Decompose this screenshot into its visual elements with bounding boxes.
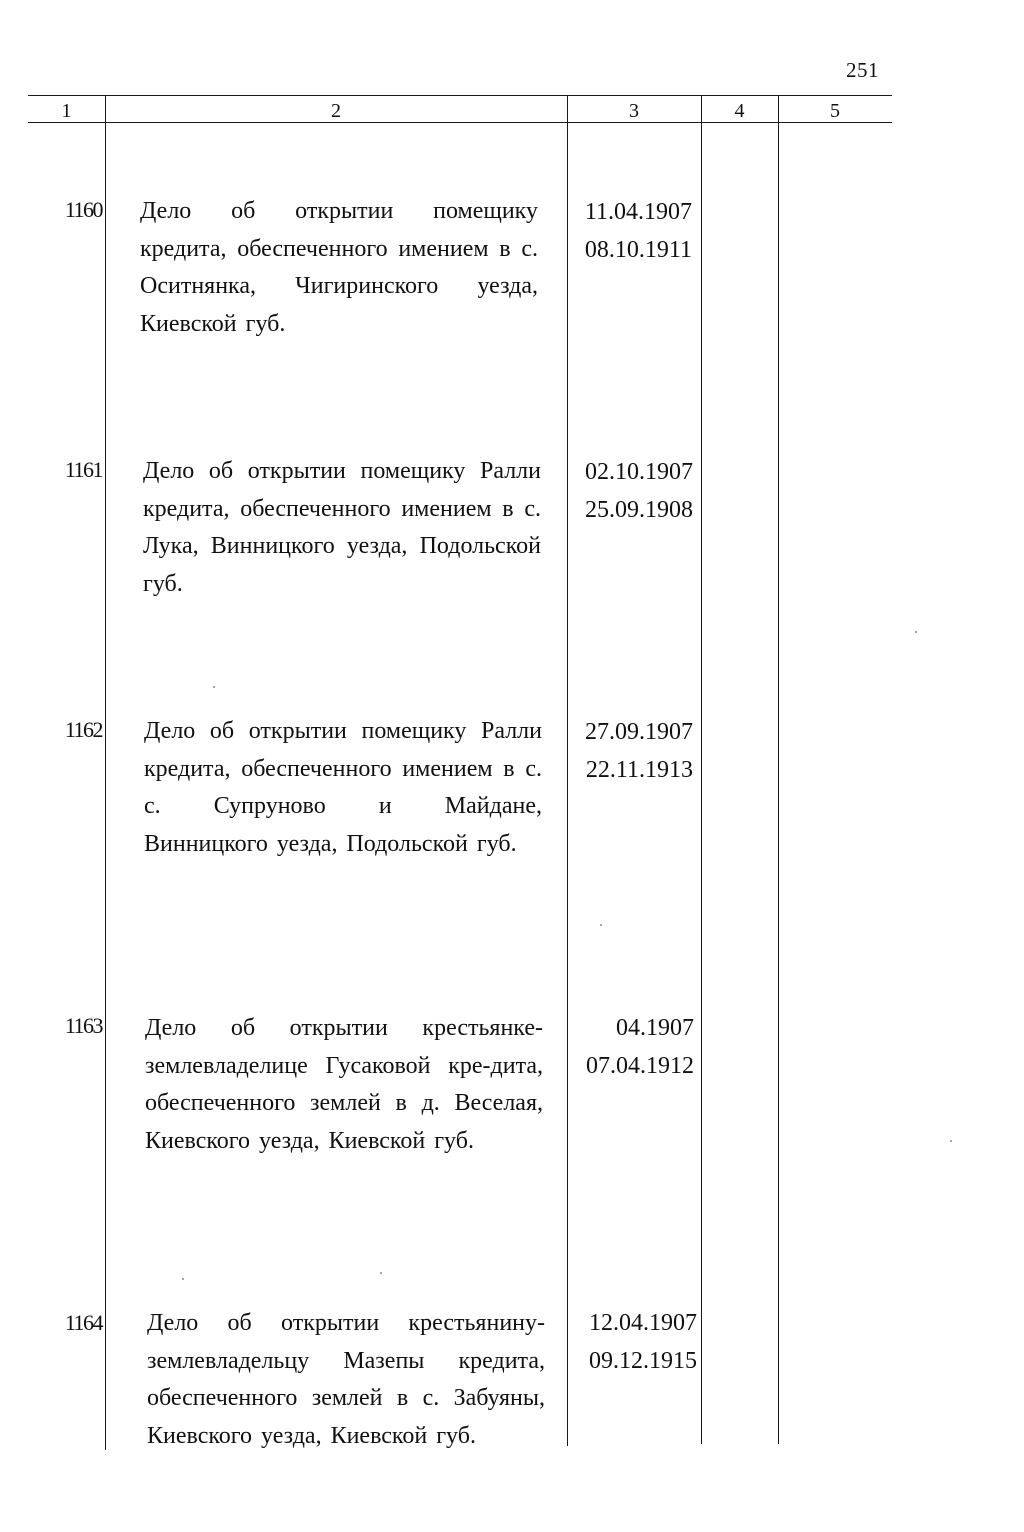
entry-description: Дело об открытии крестьянке-землевладелице Гусаковой кре-дита, обеспеченного землей в д. Веселая, Киевского уезда, Киевской губ. [145,1015,543,1154]
table-header-rule [28,122,892,123]
column-divider-1 [105,96,106,1450]
entry-dates [567,454,693,529]
entry-number: 1162 [64,717,102,742]
date-end: 08.10.1911 [584,236,692,263]
entry-description: Дело об открытии помещику Ралли кредита, обеспеченного имением в с. Лука, Винницкого уезда, Подольской губ. [143,458,541,597]
date-end: 07.04.1912 [586,1052,694,1079]
date-start: 27.09.1907 [585,719,693,745]
entry-dates [566,194,692,269]
scan-speck [213,686,215,688]
entry-description: Дело об открытии помещику кредита, обеспеченного имением в с. Оситнянка, Чигиринского уезда, Киевской губ. [140,198,538,337]
date-start: 02.10.1907 [585,459,693,485]
date-end: 25.09.1908 [585,496,693,523]
entry-dates [568,1010,694,1085]
table-top-rule [28,95,892,96]
scan-speck [600,924,602,926]
date-start: 04.1907 [616,1015,694,1041]
date-start: 11.04.1907 [584,199,692,225]
entry-number: 1163 [64,1013,102,1038]
column-divider-4 [778,96,779,1444]
column-header-3: 3 [629,100,639,122]
scan-speck [380,1272,382,1274]
entry-number: 1161 [64,457,102,482]
column-header-2: 2 [331,100,341,122]
column-header-5: 5 [830,100,840,122]
entry-dates [571,1305,697,1380]
column-header-4: 4 [734,100,745,122]
entry-dates [567,714,693,789]
scan-speck [915,631,917,633]
date-end: 22.11.1913 [585,756,693,783]
entry-description: Дело об открытии помещику Ралли кредита, обеспеченного имением в с. с. Супруново и Майдане, Винницкого уезда, Подольской губ. [144,718,542,857]
scan-speck [950,1140,952,1142]
date-start: 12.04.1907 [589,1310,697,1336]
entry-description: Дело об открытии крестьянину-землевладельцу Мазепы кредита, обеспеченного землей в с. Забуяны, Киевского уезда, Киевской губ. [147,1310,545,1449]
entry-number: 1160 [64,197,102,222]
scan-speck [182,1278,184,1280]
column-header-1: 1 [61,100,72,122]
entry-number: 1164 [64,1310,102,1335]
column-divider-3 [701,96,702,1444]
date-end: 09.12.1915 [589,1347,697,1374]
page-number: 251 [846,58,879,82]
